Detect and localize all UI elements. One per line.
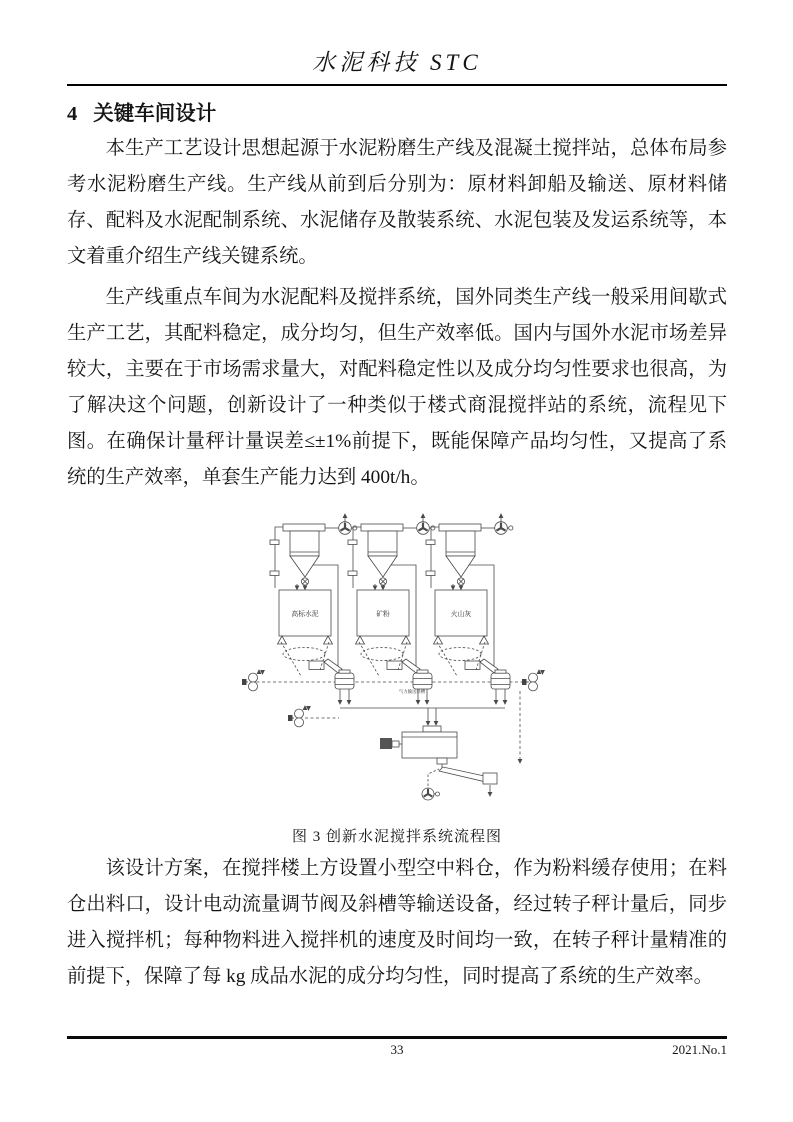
figure-3 [67, 510, 727, 846]
mixer [380, 726, 457, 771]
page-footer [67, 1036, 727, 1062]
silo-label-2: 矿粉 [376, 611, 390, 618]
silo-label-1: 高标水泥 [291, 611, 319, 618]
silo-unit-slag [348, 514, 435, 704]
page-number: 33 [390, 1042, 404, 1057]
page-content [67, 0, 727, 995]
journal-title: 水泥科技 STC [312, 50, 482, 75]
blower-left-icon [242, 670, 263, 691]
collection-line [340, 708, 505, 725]
bottom-fan-icon [422, 769, 440, 800]
issue-label: 2021.No.1 [672, 1042, 727, 1057]
section-heading [67, 96, 727, 126]
silo-unit-cement [270, 514, 357, 704]
header-rule [67, 84, 727, 86]
paragraph-2: 生产线重点车间为水泥配料及搅拌系统，国外同类生产线一般采用间歇式生产工艺，其配料稳定，成分均匀，但生产效率低。国内与国外水泥市场差异较大，主要在于市场需求量大，对配料稳定性以及成分均匀性要求也很高，为了解决这个问题，创新设计了一种类似于楼式商混搅拌站的系统，流程见下图。在确保计量秤计量误差≤±1%前提下，既能保障产品均匀性，又提高了系统的生产效率，单套生产能力达到 400t/h。 [67, 287, 727, 488]
blower-right-icon [522, 670, 543, 691]
footer-rule [67, 1036, 727, 1039]
process-flow-diagram [232, 510, 562, 815]
section-number: 4 [67, 103, 78, 125]
silo-label-3: 火山灰 [450, 611, 472, 618]
conveyor-label: 气力输送斜槽 [398, 689, 426, 694]
paragraph-3: 该设计方案，在搅拌楼上方设置小型空中料仓，作为粉料缓存使用；在料仓出料口，设计电动流量调节阀及斜槽等输送设备，经过转子秤计量后，同步进入搅拌机；每种物料进入搅拌机的速度及时间均一致，在转子秤计量精准的前提下，保障了每 kg 成品水泥的成分均匀性，同时提高了系统的生产效率。 [67, 858, 727, 987]
blower-aux-icon [288, 706, 339, 727]
section-title: 关键车间设计 [93, 103, 217, 125]
silo-unit-ash [426, 514, 513, 704]
figure-caption: 图 3 创新水泥搅拌系统流程图 [291, 829, 502, 845]
paragraph-1: 本生产工艺设计思想起源于水泥粉磨生产线及混凝土搅拌站，总体布局参考水泥粉磨生产线。生产线从前到后分别为：原材料卸船及输送、原材料储存、配料及水泥配制系统、水泥储存及散装系统、水泥包装及发运系统等，本文着重介绍生产线关键系统。 [67, 138, 727, 267]
